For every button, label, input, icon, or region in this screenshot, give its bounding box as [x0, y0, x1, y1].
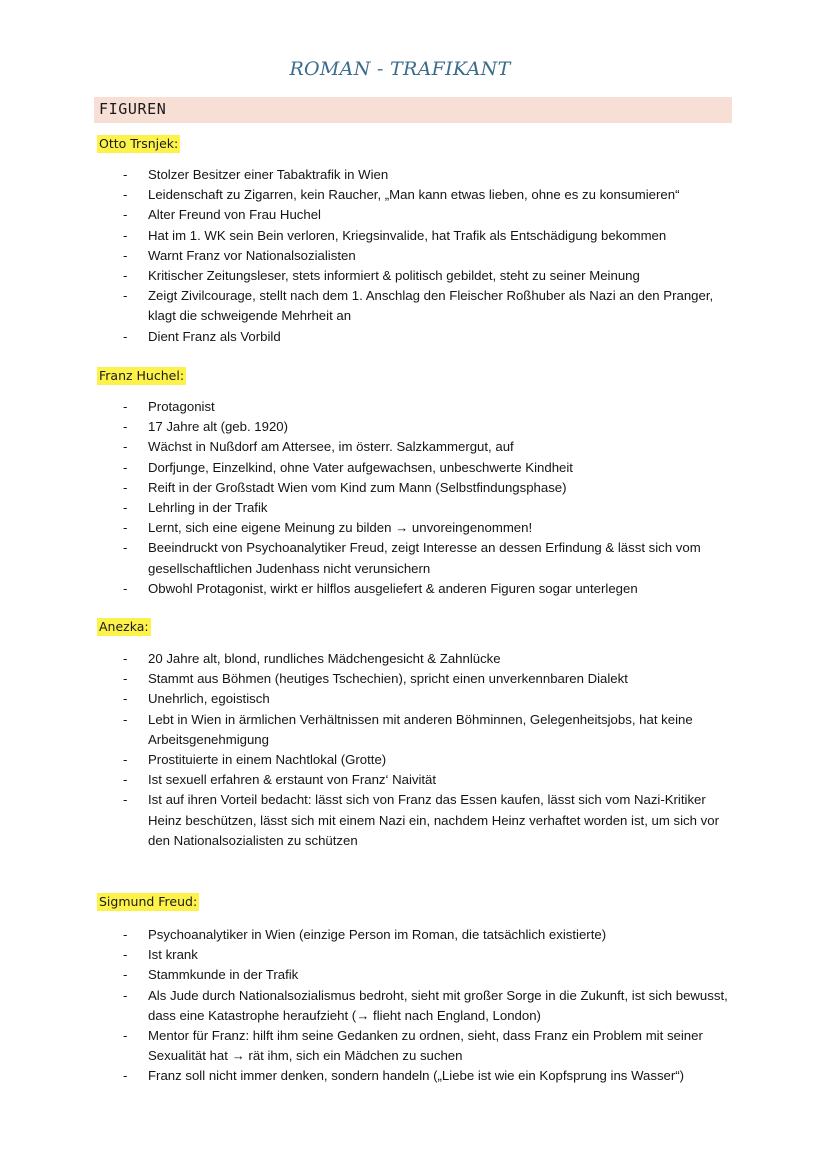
- list-item: - Leidenschaft zu Zigarren, kein Raucher, „Man kann etwas lieben, ohne es zu konsumieren“: [0, 185, 738, 205]
- list-item: - Mentor für Franz: hilft ihm seine Gedanken zu ordnen, sieht, dass Franz ein Problem mit seiner Sexualität hat → rät ihm, sich ein Mädchen zu suchen: [0, 1026, 738, 1066]
- character-heading-otto: Otto Trsnjek:: [99, 136, 179, 151]
- list-item: - Lebt in Wien in ärmlichen Verhältnissen mit anderen Böhminnen, Gelegenheitsjobs, hat keine Arbeitsgenehmigung: [0, 710, 738, 750]
- character-heading-anezka: Anezka:: [99, 619, 149, 634]
- list-item: - Als Jude durch Nationalsozialismus bedroht, sieht mit großer Sorge in die Zukunft, ist sich bewusst, dass eine Katastrophe heraufzieht (→ flieht nach England, London): [0, 986, 738, 1026]
- character-list-freud: [0, 925, 828, 1087]
- list-item: - Psychoanalytiker in Wien (einzige Person im Roman, die tatsächlich existierte): [0, 925, 738, 945]
- list-item: - Unehrlich, egoistisch: [0, 689, 738, 709]
- list-item: - Stolzer Besitzer einer Tabaktrafik in Wien: [0, 165, 738, 185]
- list-item: - Dient Franz als Vorbild: [0, 327, 738, 347]
- list-item: - Stammt aus Böhmen (heutiges Tschechien), spricht einen unverkennbaren Dialekt: [0, 669, 738, 689]
- list-item: - Dorfjunge, Einzelkind, ohne Vater aufgewachsen, unbeschwerte Kindheit: [0, 458, 738, 478]
- list-item: - Warnt Franz vor Nationalsozialisten: [0, 246, 738, 266]
- list-item: - Zeigt Zivilcourage, stellt nach dem 1. Anschlag den Fleischer Roßhuber als Nazi an den Pranger, klagt die schweigende Mehrheit an: [0, 286, 738, 326]
- character-list-otto: [0, 165, 828, 347]
- character-heading-freud: Sigmund Freud:: [99, 894, 198, 909]
- list-item: - 20 Jahre alt, blond, rundliches Mädchengesicht & Zahnlücke: [0, 649, 738, 669]
- list-item: - Protagonist: [0, 397, 738, 417]
- list-item: - Lehrling in der Trafik: [0, 498, 738, 518]
- list-item: - Ist sexuell erfahren & erstaunt von Franz‘ Naivität: [0, 770, 738, 790]
- list-item: - Obwohl Protagonist, wirkt er hilflos ausgeliefert & anderen Figuren sogar unterlegen: [0, 579, 738, 599]
- list-item: - Hat im 1. WK sein Bein verloren, Kriegsinvalide, hat Trafik als Entschädigung bekommen: [0, 226, 738, 246]
- list-item: - Reift in der Großstadt Wien vom Kind zum Mann (Selbstfindungsphase): [0, 478, 738, 498]
- list-item: - Prostituierte in einem Nachtlokal (Grotte): [0, 750, 738, 770]
- list-item: - Ist auf ihren Vorteil bedacht: lässt sich von Franz das Essen kaufen, lässt sich vom Nazi-Kritiker Heinz beschützen, lässt sich mit einem Nazi ein, nachdem Heinz verhaftet worden ist, um sich vor den Nationalsozialisten zu schützen: [0, 790, 738, 851]
- list-item: - Alter Freund von Frau Huchel: [0, 205, 738, 225]
- list-item: - Franz soll nicht immer denken, sondern handeln („Liebe ist wie ein Kopfsprung ins Wasser“): [0, 1066, 738, 1086]
- section-title: FIGUREN: [99, 100, 167, 118]
- list-item: - Kritischer Zeitungsleser, stets informiert & politisch gebildet, steht zu seiner Meinung: [0, 266, 738, 286]
- document-title: ROMAN - TRAFIKANT: [289, 58, 511, 80]
- list-item: - Lernt, sich eine eigene Meinung zu bilden → unvoreingenommen!: [0, 518, 738, 538]
- character-list-anezka: [0, 649, 828, 851]
- character-list-franz: [0, 397, 828, 599]
- list-item: - Stammkunde in der Trafik: [0, 965, 738, 985]
- list-item: - Beeindruckt von Psychoanalytiker Freud, zeigt Interesse an dessen Erfindung & lässt sich vom gesellschaftlichen Judenhass nicht verunsichern: [0, 538, 738, 578]
- list-item: - Ist krank: [0, 945, 738, 965]
- character-heading-franz: Franz Huchel:: [99, 368, 185, 383]
- list-item: - 17 Jahre alt (geb. 1920): [0, 417, 738, 437]
- list-item: - Wächst in Nußdorf am Attersee, im österr. Salzkammergut, auf: [0, 437, 738, 457]
- section-header-bar: [94, 97, 732, 123]
